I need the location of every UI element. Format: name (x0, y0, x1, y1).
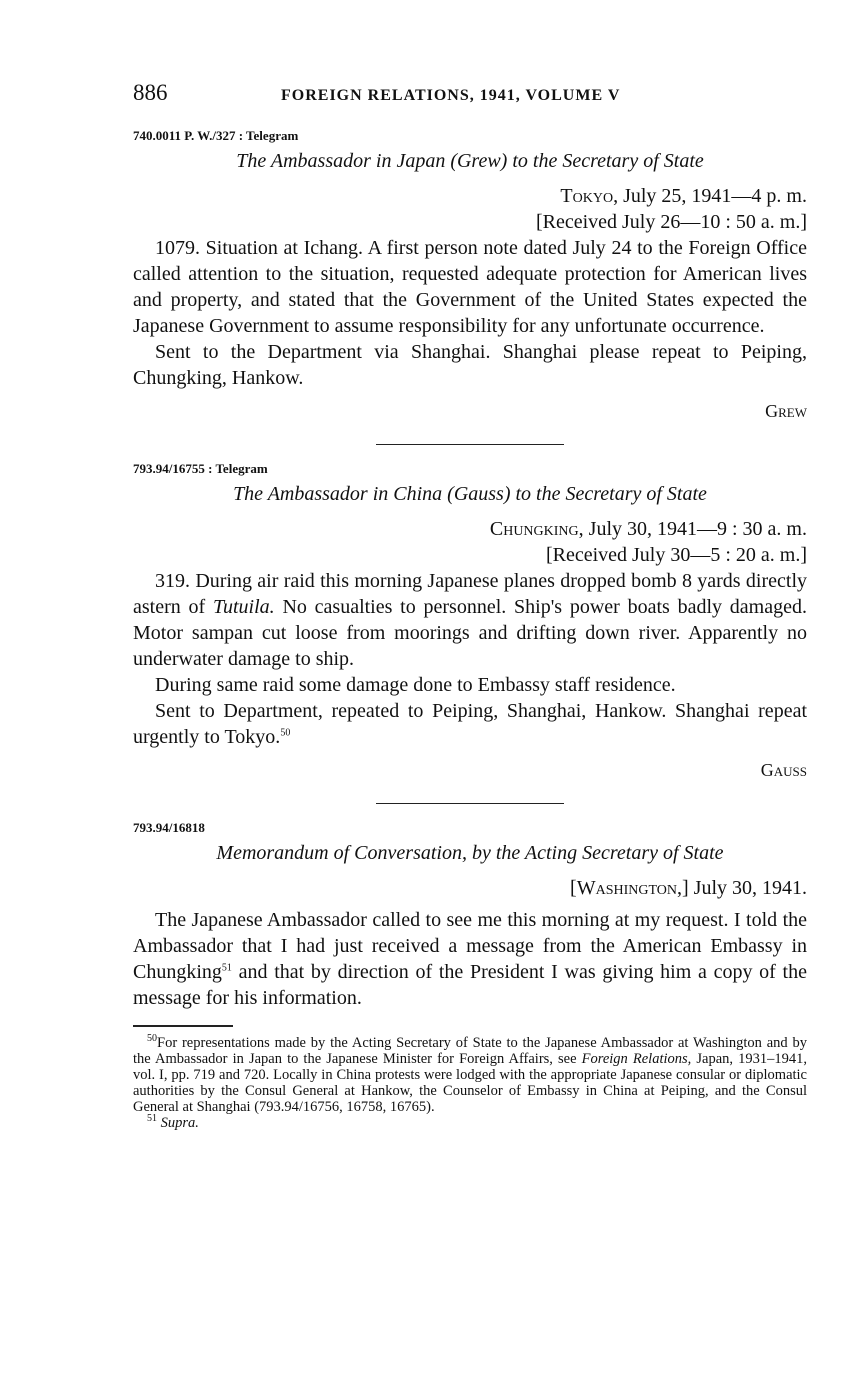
text-run: and that by direction of the President I was giving him a copy of the message for his information. (133, 961, 807, 1009)
page-number: 886 (133, 80, 168, 105)
bracket: [ (570, 877, 577, 899)
dateline-date: July 25, 1941—4 p. m. (618, 185, 807, 207)
section-divider (376, 444, 564, 445)
document-title: The Ambassador in Japan (Grew) to the Secretary of State (236, 150, 704, 172)
body-paragraph: 1079. Situation at Ichang. A first person note dated July 24 to the Foreign Office called attention to the situation, requested adequate protection for American lives and property, and stated that the Government of the United States expected the Japanese Government to assume responsibility for any unfortunate occurrence. (133, 237, 807, 337)
received-line: [Received July 26—10 : 50 a. m.] (535, 211, 807, 233)
dateline-date: July 30, 1941—9 : 30 a. m. (583, 518, 807, 540)
text-run: Japan, 1931–1941, vol. I, pp. 719 and 720. Locally in China protests were lodged with the appropriate Japanese consular or diplomatic authorities by the Consul General at Hankow, the Counselor of Embassy in China at Peiping, and the Consul General at Shanghai (793.94/16756, 16758, 16765). (133, 1051, 807, 1115)
dateline-place: Tokyo, (560, 185, 619, 207)
document-3 (133, 820, 807, 1011)
dateline-date: ] July 30, 1941. (682, 877, 807, 899)
running-title: FOREIGN RELATIONS, 1941, VOLUME V (281, 87, 621, 104)
footnote-text: Supra. (160, 1115, 199, 1131)
dateline (133, 183, 807, 209)
text-run: Sent to Department, repeated to Peiping, Shanghai, Hankow. Shanghai repeat urgently to Tokyo. (133, 700, 807, 748)
section-divider (376, 803, 564, 804)
footnotes (133, 1035, 807, 1131)
text-run: The Japanese Ambassador called to see me this morning at my request. I told the Ambassador that I had just received a message from the American Embassy in Chungking (133, 909, 807, 983)
body-paragraph (133, 568, 807, 672)
publication-title: Foreign Relations, (581, 1051, 692, 1067)
footnote-rule (133, 1025, 233, 1027)
document-title: The Ambassador in China (Gauss) to the Secretary of State (233, 483, 707, 505)
body-paragraph (133, 698, 807, 750)
text-run: For representations made by the Acting Secretary of State to the Japanese Ambassador at Washington and by the Ambassador in Japan to the Japanese Minister for Foreign Affairs, see (133, 1035, 807, 1067)
text-run: 319. During air raid this morning Japanese planes dropped bomb 8 yards directly astern of (133, 570, 807, 618)
footnote-number: 50 (147, 1033, 157, 1045)
body-paragraph (133, 907, 807, 1011)
document-title: Memorandum of Conversation, by the Acting Secretary of State (216, 842, 724, 864)
page-header (133, 80, 807, 114)
dateline (133, 516, 807, 542)
footnote-marker[interactable]: 50 (280, 727, 291, 739)
document-1 (133, 128, 807, 422)
footnote-marker[interactable]: 51 (221, 962, 232, 974)
document-id: 793.94/16755 : Telegram (133, 461, 268, 476)
dateline (133, 875, 807, 901)
signature: Gauss (760, 760, 807, 780)
signature: Grew (765, 401, 807, 421)
document-page (133, 80, 807, 1131)
ship-name: Tutuila. (212, 596, 275, 618)
body-paragraph: During same raid some damage done to Embassy staff residence. (155, 674, 676, 696)
dateline-place: Chungking, (489, 518, 584, 540)
document-id: 740.0011 P. W./327 : Telegram (133, 128, 299, 143)
footnote-number: 51 (147, 1113, 157, 1125)
footnote-51 (133, 1115, 807, 1131)
document-2 (133, 461, 807, 781)
document-id: 793.94/16818 (133, 820, 205, 835)
footnote-50 (133, 1035, 807, 1115)
dateline-place: Washington, (576, 877, 682, 899)
text-run: No casualties to personnel. Ship's power boats badly damaged. Motor sampan cut loose from moorings and drifting down river. Apparently no underwater damage to ship. (133, 596, 807, 670)
body-paragraph: Sent to the Department via Shanghai. Shanghai please repeat to Peiping, Chungking, Hankow. (133, 341, 807, 389)
received-line: [Received July 30—5 : 20 a. m.] (545, 544, 807, 566)
